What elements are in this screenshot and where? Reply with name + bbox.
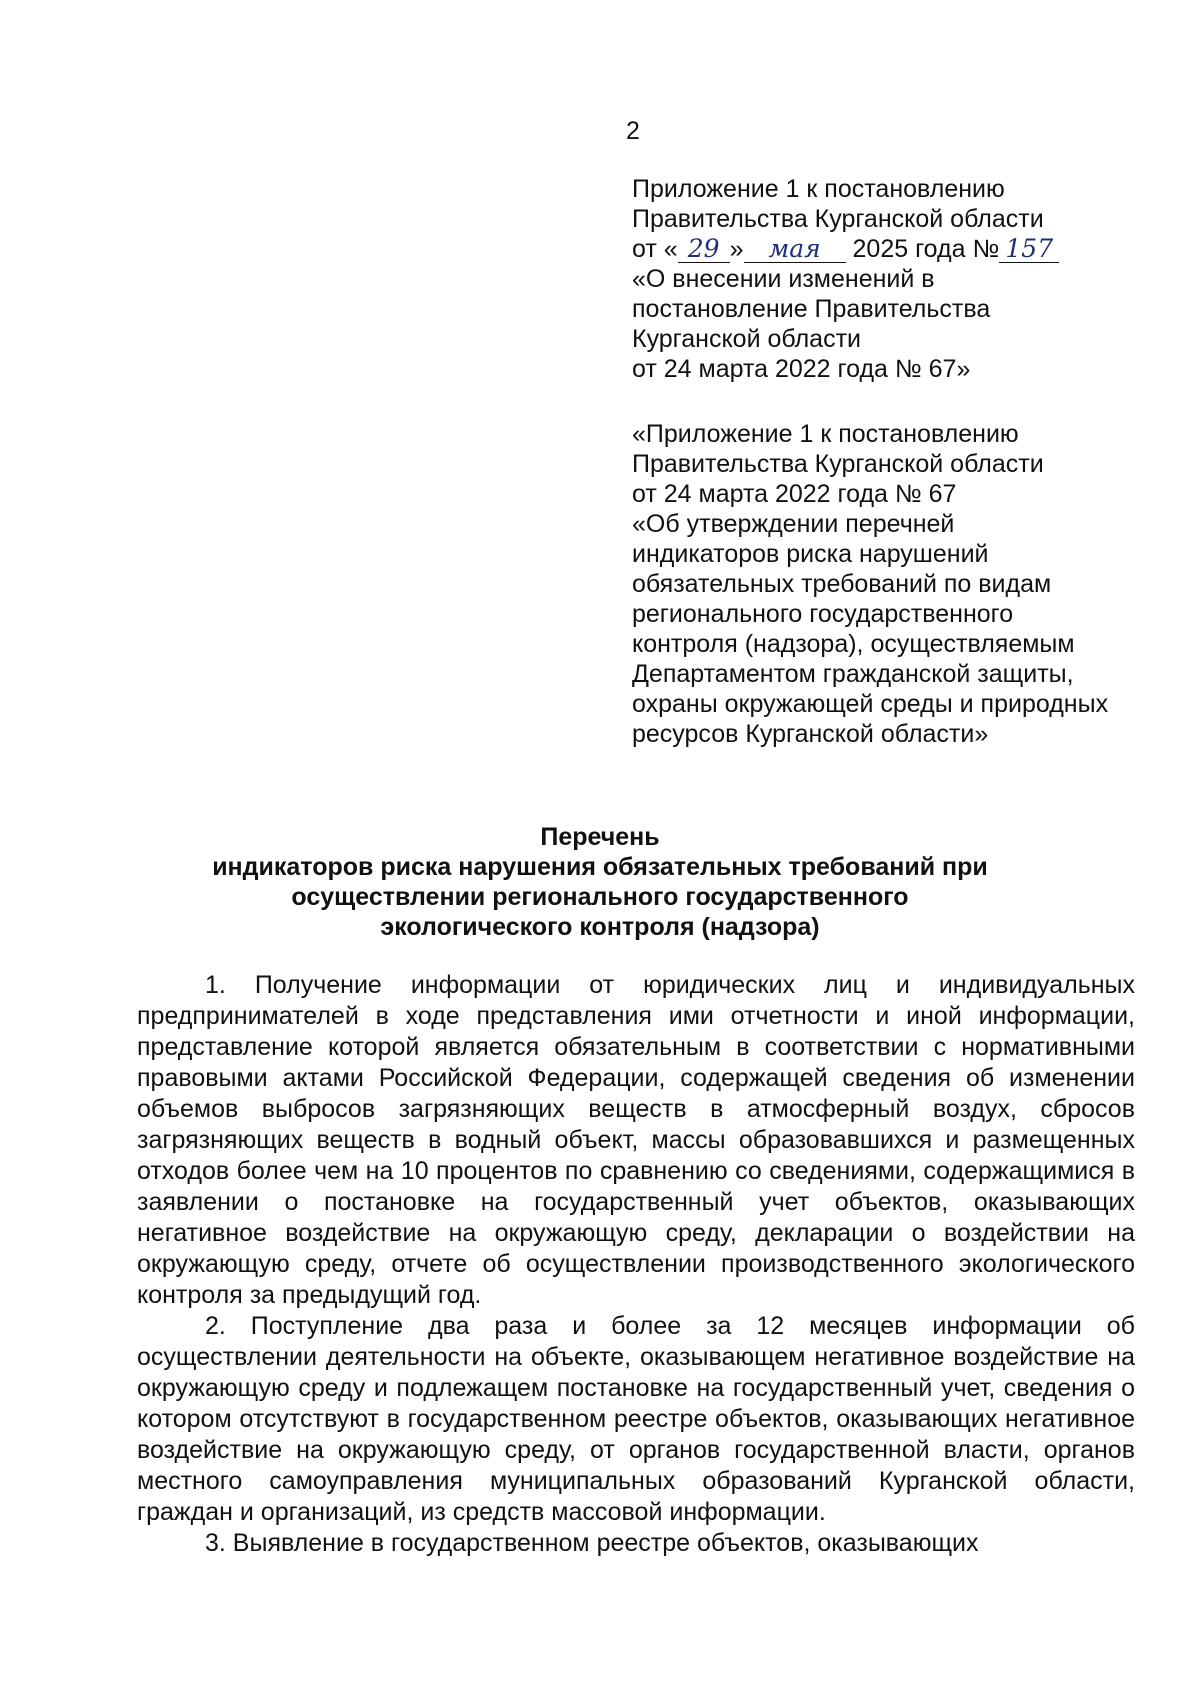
appendix-line: Курганской области <box>632 325 862 353</box>
quoted-line: от 24 марта 2022 года № 67 <box>632 480 957 508</box>
quoted-line: ресурсов Курганской области» <box>632 720 989 748</box>
title-line: экологического контроля (надзора) <box>380 913 820 941</box>
quoted-line: «Об утверждении перечней <box>632 510 955 538</box>
page-number: 2 <box>626 117 640 145</box>
appendix-line: Правительства Курганской области <box>632 205 1044 233</box>
quoted-line: Департаментом гражданской защиты, <box>632 660 1074 688</box>
date-prefix: от « <box>632 235 678 263</box>
appendix-line: «О внесении изменений в <box>632 265 935 293</box>
quoted-line: индикаторов риска нарушений <box>632 540 989 568</box>
quoted-line: Правительства Курганской области <box>632 450 1044 478</box>
quoted-line: регионального государственного <box>632 600 1014 628</box>
handwritten-day: 29 <box>678 236 730 263</box>
quoted-line: контроля (надзора), осуществляемым <box>632 630 1075 658</box>
title-line: индикаторов риска нарушения обязательных требований при <box>212 853 988 881</box>
document-title <box>0 822 1200 942</box>
appendix-quoted <box>632 419 1152 749</box>
body-text <box>137 970 1135 1559</box>
appendix-line: Приложение 1 к постановлению <box>632 175 1005 203</box>
date-year-text: 2025 года № <box>852 235 1000 263</box>
title-line: Перечень <box>540 823 660 851</box>
quoted-line: охраны окружающей среды и природных <box>632 690 1109 718</box>
handwritten-month: мая <box>744 236 846 263</box>
paragraph-1: 1. Получение информации от юридических лиц и индивидуальных предпринимателей в ходе представления ими отчетности и иной информации, представление которой является обязательным в соответствии с нормативными правовыми актами Российской Федерации, содержащей сведения об изменении объемов выбросов загрязняющих веществ в атмосферный воздух, сбросов загрязняющих веществ в водный объект, массы образовавшихся и размещенных отходов более чем на 10 процентов по сравнению со сведениями, содержащимися в заявлении о постановке на государственный учет объектов, оказывающих негативное воздействие на окружающую среду, декларации о воздействии на окружающую среду, отчете об осуществлении производственного экологического контроля за предыдущий год. <box>137 971 1135 1309</box>
date-mid: » <box>729 235 744 263</box>
appendix-date-line <box>632 234 1152 264</box>
paragraph-3: 3. Выявление в государственном реестре объектов, оказывающих <box>205 1529 979 1557</box>
appendix-line: от 24 марта 2022 года № 67» <box>632 355 971 383</box>
appendix-line: постановление Правительства <box>632 295 991 323</box>
quoted-line: обязательных требований по видам <box>632 570 1052 598</box>
paragraph-2: 2. Поступление два раза и более за 12 месяцев информации об осуществлении деятельности на объекте, оказывающем негативное воздействие на окружающую среду и подлежащем постановке на государственный учет, сведения о котором отсутствуют в государственном реестре объектов, оказывающих негативное воздействие на окружающую среду, от органов государственной власти, органов местного самоуправления муниципальных образований Курганской области, граждан и организаций, из средств массовой информации. <box>137 1312 1135 1526</box>
title-line: осуществлении регионального государственного <box>291 883 909 911</box>
handwritten-number: 157 <box>999 236 1059 263</box>
appendix-header <box>632 174 1152 384</box>
quoted-line: «Приложение 1 к постановлению <box>632 420 1019 448</box>
